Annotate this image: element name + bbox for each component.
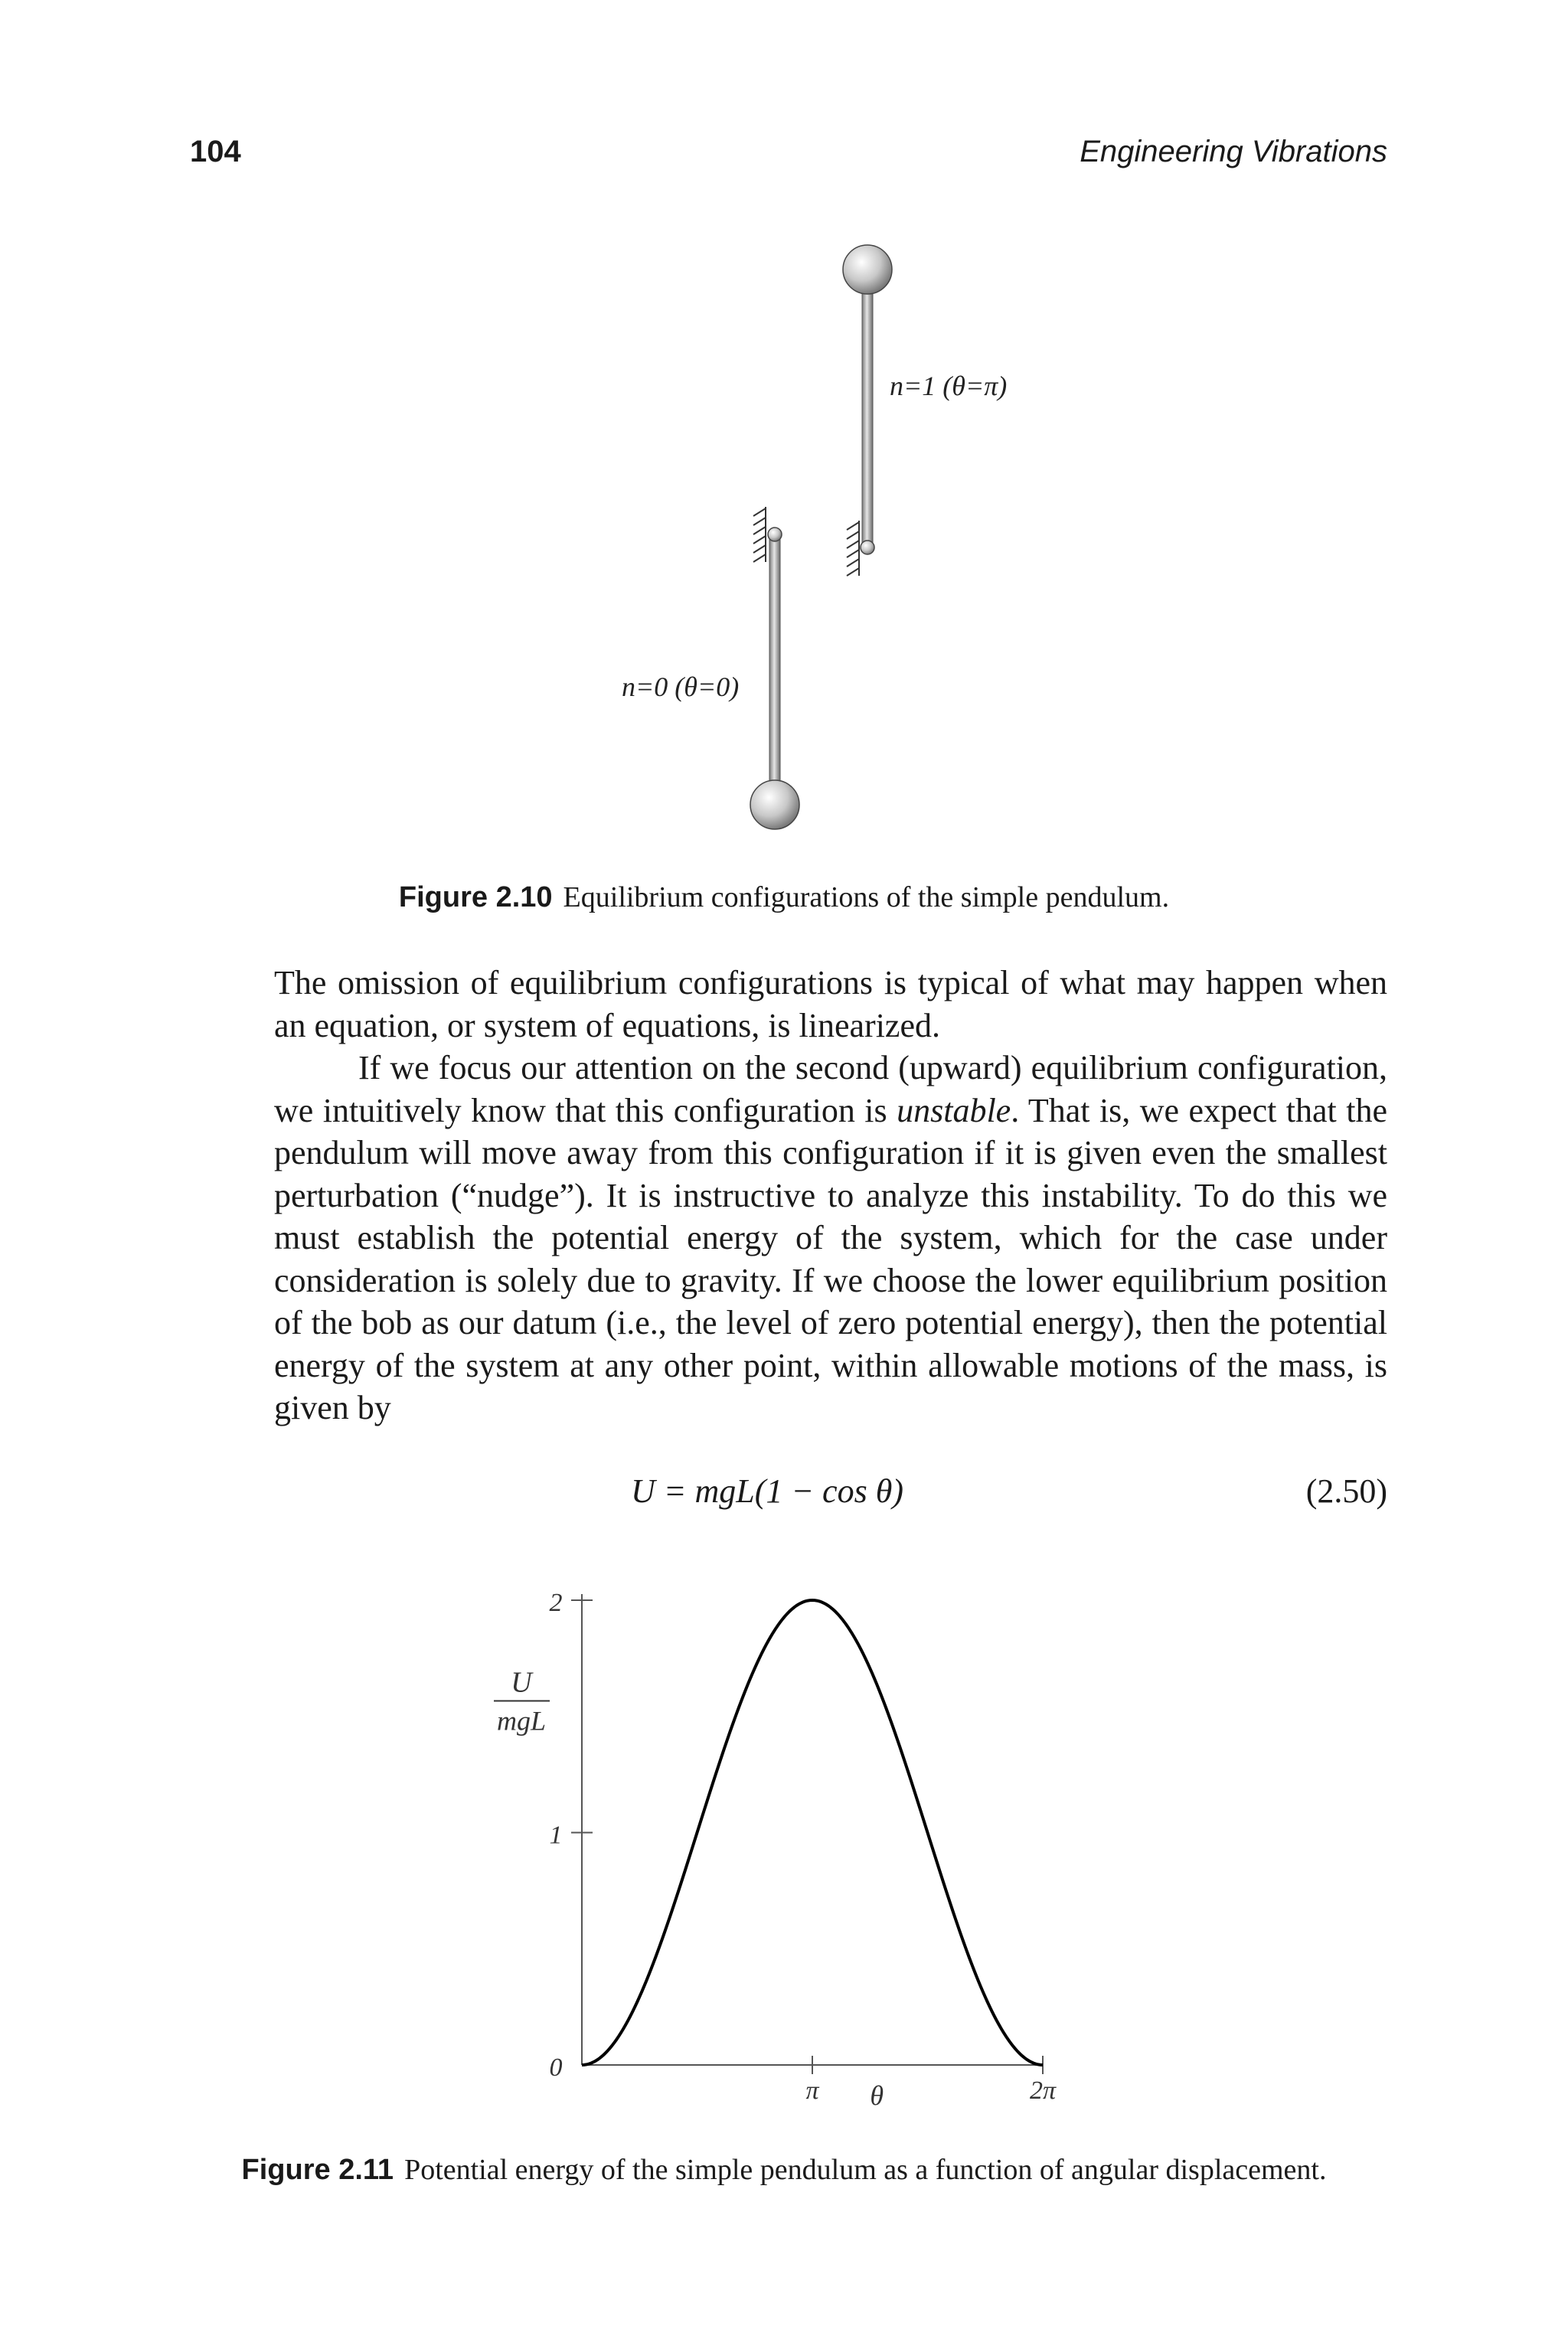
paragraph-2-start: If we focus our attention on the second (upward) equilibrium configuration, we intuitively know that this configuration is (274, 1049, 1387, 1129)
potential-energy-chart (429, 1577, 1118, 2159)
y-tick-label: 1 (549, 1821, 563, 1850)
paragraph-2-emphasis: unstable (897, 1091, 1011, 1129)
upper-pivot (861, 541, 874, 554)
hanging-pendulum (622, 507, 799, 829)
pendulum-figure (0, 230, 1568, 842)
paragraph-1: The omission of equilibrium configurations is typical of what may happen when an equation, or system of equations, is linearized. (274, 964, 1387, 1044)
inverted-pendulum (843, 245, 1007, 576)
equation-2-50 (0, 1472, 1568, 1525)
potential-energy-curve (582, 1600, 1043, 2065)
lower-bob (750, 780, 799, 829)
x-tick-label: 2π (1029, 2076, 1057, 2105)
figure-2-10-caption (0, 880, 1568, 914)
paragraph-2-end: . That is, we expect that the pendulum will move away from this configuration if it is given even the smallest perturbation (“nudge”). It is instructive to analyze this instability. To do this we must establish the potential energy of the system, which for the case under consideration is solely due to gravity. If we choose the lower equilibrium position of the bob as our datum (i.e., the level of zero potential energy), then the potential energy of the system at any other point, within allowable motions of the mass, is given by (274, 1091, 1387, 1426)
y-tick-label: 0 (549, 2053, 563, 2082)
upper-rod (862, 276, 873, 545)
lower-support-wall (753, 507, 766, 562)
figure-2-11-caption-text: Potential energy of the simple pendulum as a function of angular displacement. (404, 2154, 1327, 2186)
running-header-title: Engineering Vibrations (1080, 135, 1387, 168)
y-axis-label-denominator: mgL (496, 1705, 547, 1736)
lower-pivot (768, 528, 782, 541)
lower-rod (769, 538, 780, 796)
y-tick-label: 2 (549, 1589, 563, 1617)
equation-number: (2.50) (1305, 1472, 1387, 1510)
figure-2-10-caption-text: Equilibrium configurations of the simple pendulum. (563, 881, 1170, 913)
equation-expression: U = mgL(1 − cos θ) (631, 1472, 903, 1510)
y-axis-label-numerator: U (511, 1666, 532, 1699)
figure-2-11-caption-label: Figure 2.11 (241, 2154, 394, 2186)
body-text (274, 962, 1387, 1429)
page-number: 104 (190, 135, 241, 168)
paragraph-2 (274, 1047, 1387, 1429)
upper-bob (843, 245, 892, 294)
lower-pendulum-label: n=0 (θ=0) (622, 671, 740, 702)
upper-pendulum-label: n=1 (θ=π) (890, 371, 1008, 401)
figure-2-10-caption-label: Figure 2.10 (398, 881, 553, 913)
figure-2-11-caption (0, 2153, 1568, 2187)
upper-support-wall (847, 521, 859, 576)
x-tick-label: π (805, 2076, 819, 2105)
x-axis-label: θ (870, 2080, 884, 2111)
